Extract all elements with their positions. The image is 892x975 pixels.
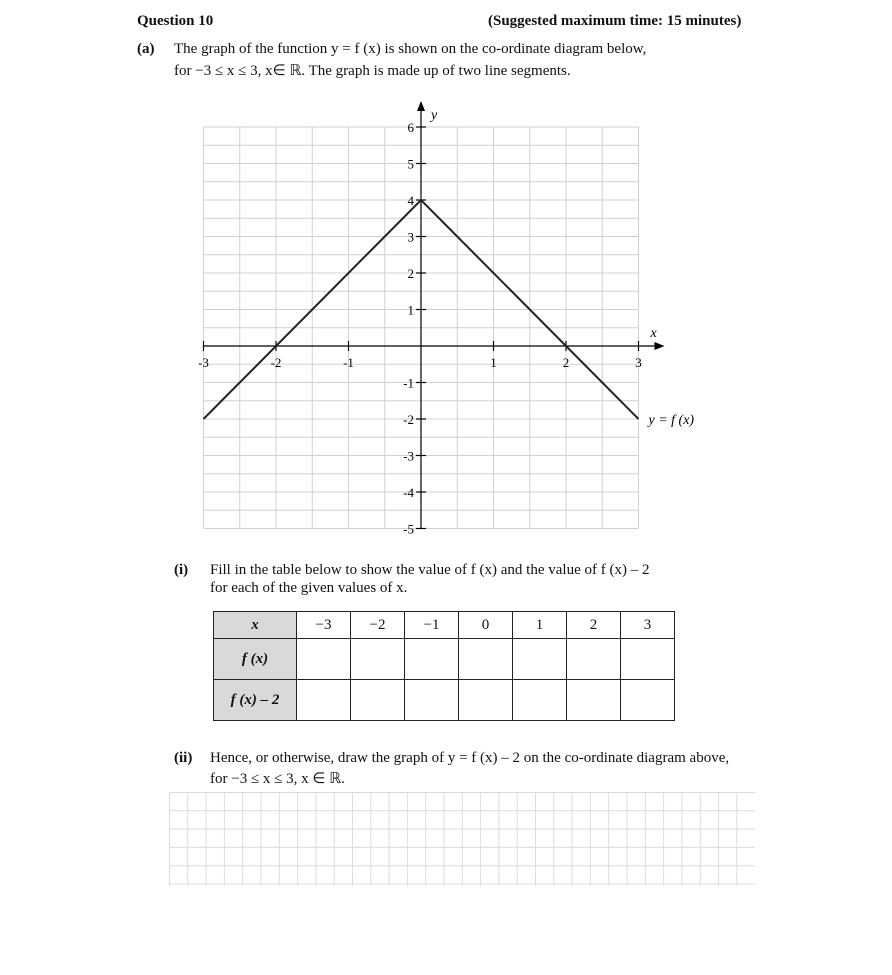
table-header-x: x [214,612,297,639]
y-tick-label: 6 [407,120,414,135]
answer-grid[interactable] [169,792,755,886]
y-tick-label: 5 [407,156,414,172]
y-tick-label: -4 [403,485,414,500]
question-title: Question 10 [137,13,214,29]
table-x-value: −1 [405,612,459,639]
axes [204,101,665,529]
x-tick-label: 2 [562,355,570,370]
y-tick-label: 4 [407,193,414,208]
answer-cell[interactable] [459,639,513,680]
part-a-label: (a) [137,41,155,57]
table-row-fx-minus-2 [214,680,675,721]
values-table [213,611,675,721]
table-x-value: 2 [567,612,621,639]
part-i-line2: for each of the given values of x. [210,580,408,596]
table-x-value: 1 [513,612,567,639]
y-axis-label: y [431,108,438,123]
part-a-line2: for −3 ≤ x ≤ 3, x∈ ℝ. The graph is made up of two line segments. [174,63,571,79]
x-tick-label: 1 [490,355,497,370]
answer-cell[interactable] [513,639,567,680]
part-ii-line2: for −3 ≤ x ≤ 3, x ∈ ℝ. [210,771,345,787]
x-axis-arrow [655,342,665,350]
y-tick-label: -1 [403,375,414,391]
part-ii-label: (ii) [174,750,193,766]
y-tick-label: 2 [407,266,414,281]
answer-cell[interactable] [513,680,567,721]
answer-cell[interactable] [567,639,621,680]
x-axis-label: x [650,326,657,341]
answer-cell[interactable] [567,680,621,721]
answer-cell[interactable] [405,639,459,680]
table-row-fx [214,639,675,680]
table-header-fx: f (x) [214,639,297,680]
suggested-time: (Suggested maximum time: 15 minutes) [488,13,742,29]
x-tick-label: 3 [635,355,642,370]
part-ii-line1: Hence, or otherwise, draw the graph of y = f (x) – 2 on the co-ordinate diagram above, [210,750,730,766]
answer-cell[interactable] [351,680,405,721]
y-tick-label: 3 [407,229,414,245]
table-row-x [214,612,675,639]
answer-cell[interactable] [297,639,351,680]
y-tick-label: -3 [403,448,414,464]
table-x-value: −3 [297,612,351,639]
table-x-value: 3 [621,612,675,639]
tick-labels [198,108,694,537]
y-tick-label: 1 [407,302,414,318]
answer-cell[interactable] [297,680,351,721]
table-x-value: −2 [351,612,405,639]
y-tick-label: -5 [403,521,414,537]
x-tick-label: -3 [198,355,209,370]
table-header-fx-minus-2: f (x) – 2 [214,680,297,721]
answer-cell[interactable] [351,639,405,680]
answer-cell[interactable] [405,680,459,721]
curve-label: y = f (x) [648,413,695,428]
part-i-line1 [210,562,649,579]
part-i-text: Fill in the table below to show the value of f (x) and the value of f (x) – 2 [210,562,650,578]
answer-cell[interactable] [621,639,675,680]
part-i-label: (i) [174,562,189,578]
x-tick-label: -1 [343,355,354,370]
table-x-value: 0 [459,612,513,639]
part-a-line1: The graph of the function y = f (x) is shown on the co-ordinate diagram below, [174,41,647,57]
y-tick-label: -2 [403,412,414,427]
answer-cell[interactable] [621,680,675,721]
y-axis-arrow [417,101,425,111]
x-tick-label: -2 [270,355,282,370]
answer-cell[interactable] [459,680,513,721]
